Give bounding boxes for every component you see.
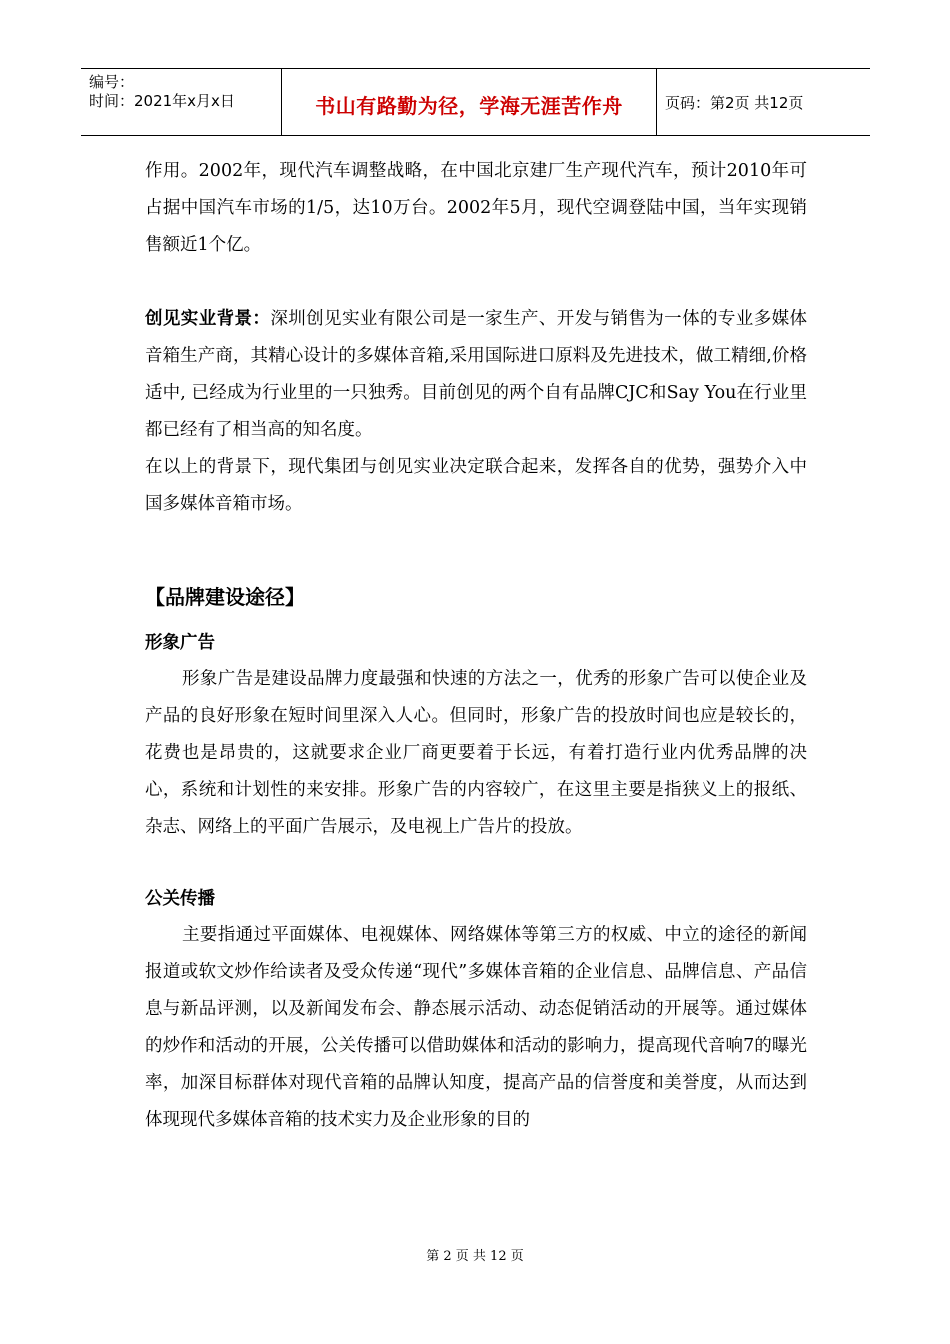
paragraph-image-ads: 形象广告是建设品牌力度最强和快速的方法之一，优秀的形象广告可以使企业及产品的良好形象在短时间里深入人心。但同时，形象广告的投放时间也应是较长的，花费也是昂贵的，这就要求企业厂商更要着于长远，有着打造行业内优秀品牌的决心，系统和计划性的来安排。形象广告的内容较广，在这里主要是指狭义上的报纸、杂志、网络上的平面广告展示，及电视上广告片的投放。: [145, 669, 807, 837]
paragraph-hyundai-background: 作用。2002年，现代汽车调整战略，在中国北京建厂生产现代汽车，预计2010年可占据中国汽车市场的1/5，达10万台。2002年5月，现代空调登陆中国，当年实现销售额近1个亿。: [145, 161, 807, 255]
paragraph-cooperation: 在以上的背景下，现代集团与创见实业决定联合起来，发挥各自的优势，强势介入中国多媒体音箱市场。: [145, 457, 807, 514]
paragraph-chuangjian-background: [145, 301, 807, 449]
section-title: 【品牌建设途径】: [145, 585, 305, 609]
header-table: [81, 68, 870, 136]
header-motto: 书山有路勤为径，学海无涯苦作舟: [315, 93, 623, 118]
paragraph-label: 创见实业背景：: [145, 309, 271, 329]
paragraph-text: 深圳创见实业有限公司是一家生产、开发与销售为一体的专业多媒体音箱生产商，其精心设计的多媒体音箱,采用国际进口原料及先进技术，做工精细,价格适中, 已经成为行业里的一只独秀。目前创见的两个自有品牌CJC和Say You在行业里都已经有了相当高的知名度。: [145, 309, 808, 440]
page-footer: 第 2 页 共 12 页: [426, 1249, 524, 1264]
paragraph-pr: 主要指通过平面媒体、电视媒体、网络媒体等第三方的权威、中立的途径的新闻报道或软文炒作给读者及受众传递“现代”多媒体音箱的企业信息、品牌信息、产品信息与新品评测，以及新闻发布会、静态展示活动、动态促销活动的开展等。通过媒体的炒作和活动的开展，公关传播可以借助媒体和活动的影响力，提高现代音响7的曝光率，加深目标群体对现代音箱的品牌认知度，提高产品的信誉度和美誉度，从而达到体现现代多媒体音箱的技术实力及企业形象的目的: [145, 925, 807, 1130]
header-motto-cell: [282, 69, 657, 135]
subsection-title-pr: 公关传播: [145, 889, 215, 909]
doc-number-label: 编号：: [89, 73, 135, 91]
header-page-label: 页码：第2页 共12页: [665, 93, 804, 112]
document-body: [145, 153, 807, 1139]
doc-time-label: 时间：2021年x月x日: [89, 92, 235, 110]
subsection-title-image-ads: 形象广告: [145, 633, 215, 653]
header-left-cell: [81, 69, 282, 135]
header-page-cell: [657, 69, 870, 135]
